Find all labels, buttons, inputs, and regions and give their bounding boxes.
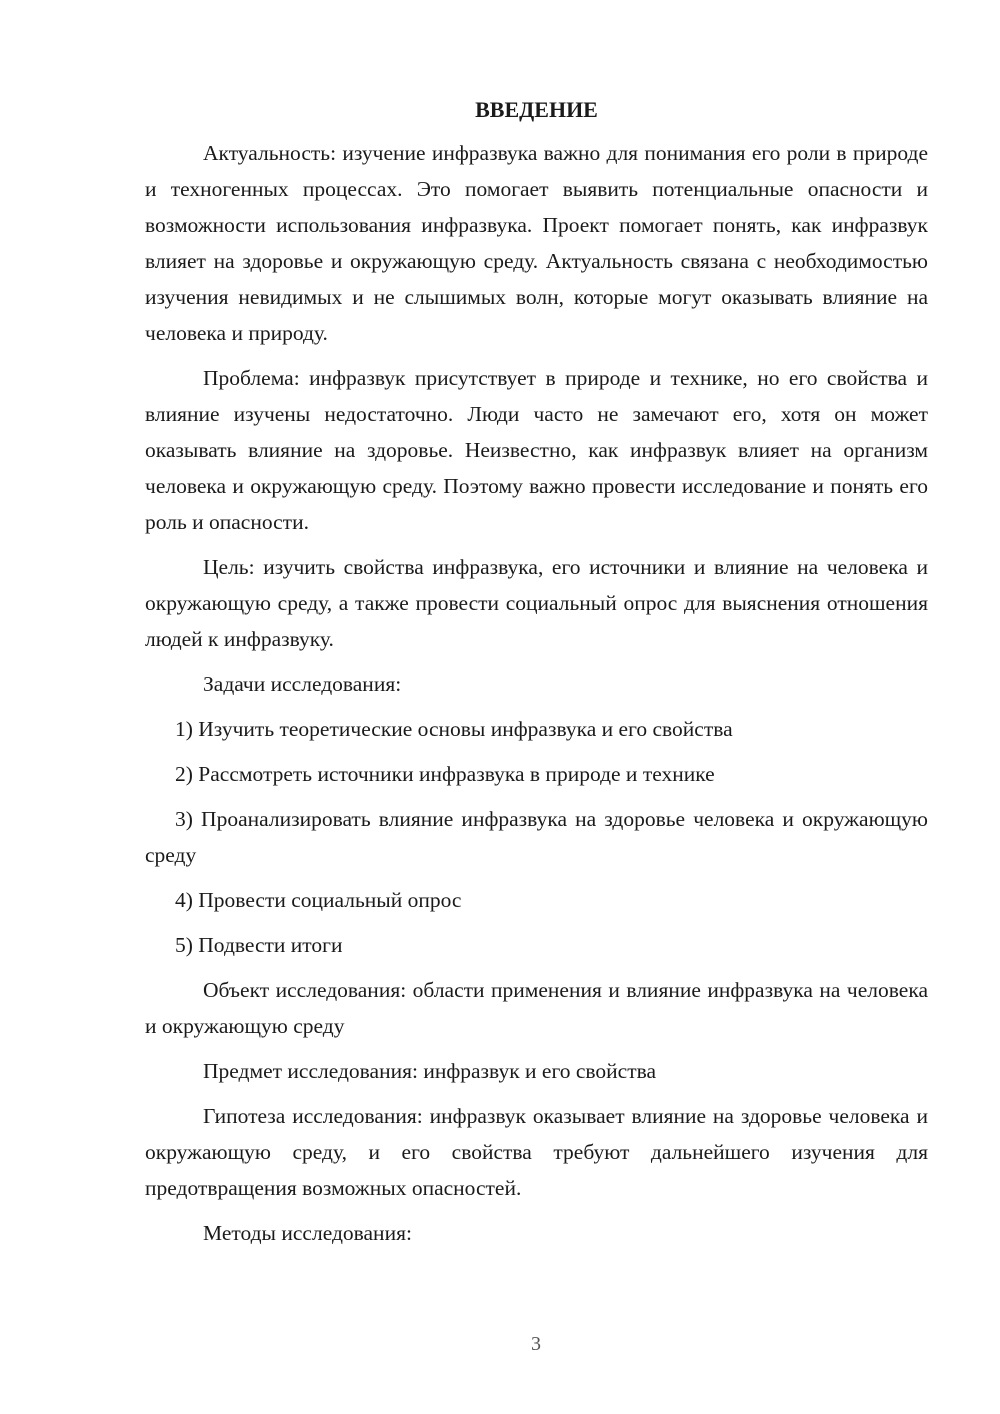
section-heading: ВВЕДЕНИЕ: [475, 97, 598, 122]
task-item-3: 3) Проанализировать влияние инфразвука на здоровье человека и окружающую среду: [145, 807, 928, 867]
goal-paragraph: Цель: изучить свойства инфразвука, его источники и влияние на человека и окружающую среду, а также провести социальный опрос для выяснения отношения людей к инфразвуку.: [145, 555, 928, 651]
subject-paragraph: Предмет исследования: инфразвук и его свойства: [203, 1059, 657, 1083]
methods-heading: Методы исследования:: [203, 1221, 412, 1245]
page-number: 3: [531, 1333, 541, 1355]
document-page: [145, 92, 928, 1260]
object-paragraph: Объект исследования: области применения и влияние инфразвука на человека и окружающую среду: [145, 978, 928, 1038]
task-item-1: 1) Изучить теоретические основы инфразвука и его свойства: [175, 717, 733, 741]
relevance-paragraph: Актуальность: изучение инфразвука важно для понимания его роли в природе и техногенных процессах. Это помогает выявить потенциальные опасности и возможности использования инфразвука. Проект помогает понять, как инфразвук влияет на здоровье и окружающую среду. Актуальность связана с необходимостью изучения невидимых и не слышимых волн, которые могут оказывать влияние на человека и природу.: [145, 141, 928, 345]
problem-paragraph: Проблема: инфразвук присутствует в природе и технике, но его свойства и влияние изучены недостаточно. Люди часто не замечают его, хотя он может оказывать влияние на здоровье. Неизвестно, как инфразвук влияет на организм человека и окружающую среду. Поэтому важно провести исследование и понять его роль и опасности.: [145, 366, 928, 534]
hypothesis-paragraph: Гипотеза исследования: инфразвук оказывает влияние на здоровье человека и окружающую среду, и его свойства требуют дальнейшего изучения для предотвращения возможных опасностей.: [145, 1104, 928, 1200]
task-item-4: 4) Провести социальный опрос: [175, 888, 462, 912]
tasks-heading: Задачи исследования:: [203, 672, 402, 696]
task-item-5: 5) Подвести итоги: [175, 933, 343, 957]
task-item-2: 2) Рассмотреть источники инфразвука в природе и технике: [175, 762, 715, 786]
